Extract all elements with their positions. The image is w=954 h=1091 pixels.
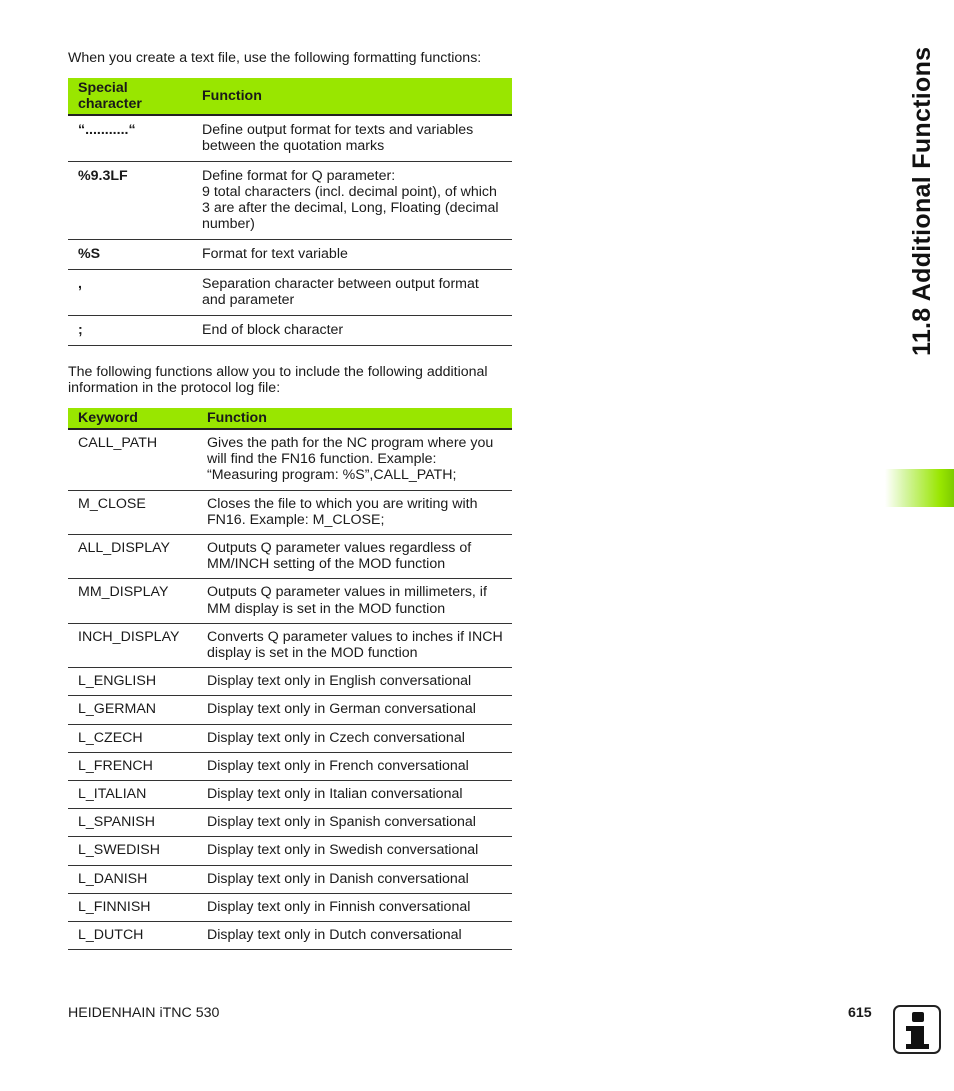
row-key: ; xyxy=(68,316,192,346)
info-icon xyxy=(893,1005,941,1054)
header-keyword: Keyword xyxy=(68,408,197,429)
table-row xyxy=(68,809,512,837)
chapter-tab-marker xyxy=(885,469,954,507)
row-description: Define format for Q parameter: 9 total characters (incl. decimal point), of which 3 are after the decimal, Long, Floating (decimal number) xyxy=(192,162,512,240)
table-row xyxy=(68,429,512,490)
row-key: MM_DISPLAY xyxy=(68,579,197,623)
row-description: End of block character xyxy=(192,316,512,346)
row-description: Display text only in Danish conversational xyxy=(197,865,512,893)
row-description: Separation character between output format and parameter xyxy=(192,270,512,316)
table-row xyxy=(68,270,512,316)
row-description: Gives the path for the NC program where you will find the FN16 function. Example: “Measuring program: %S”,CALL_PATH; xyxy=(197,429,512,490)
row-key: L_ENGLISH xyxy=(68,668,197,696)
table-row xyxy=(68,115,512,162)
row-description: Display text only in English conversational xyxy=(197,668,512,696)
header-function: Function xyxy=(197,408,512,429)
row-description: Display text only in Swedish conversational xyxy=(197,837,512,865)
table-row xyxy=(68,696,512,724)
row-key: %9.3LF xyxy=(68,162,192,240)
table-row xyxy=(68,490,512,534)
row-description: Define output format for texts and variables between the quotation marks xyxy=(192,115,512,162)
row-key: ALL_DISPLAY xyxy=(68,535,197,579)
chapter-side-title: 11.8 Additional Functions xyxy=(908,46,936,356)
row-description: Display text only in Finnish conversational xyxy=(197,893,512,921)
row-description: Display text only in Spanish conversational xyxy=(197,809,512,837)
row-key: L_DANISH xyxy=(68,865,197,893)
row-key: , xyxy=(68,270,192,316)
table-row xyxy=(68,240,512,270)
row-key: “...........“ xyxy=(68,115,192,162)
info-icon-base xyxy=(906,1044,929,1049)
table-row xyxy=(68,316,512,346)
row-description: Outputs Q parameter values regardless of MM/INCH setting of the MOD function xyxy=(197,535,512,579)
header-function: Function xyxy=(192,78,512,115)
row-key: %S xyxy=(68,240,192,270)
row-key: M_CLOSE xyxy=(68,490,197,534)
page-number: 615 xyxy=(848,1005,872,1021)
row-key: L_CZECH xyxy=(68,724,197,752)
table-row xyxy=(68,579,512,623)
row-key: L_FINNISH xyxy=(68,893,197,921)
intro-text-protocol: The following functions allow you to include the following additional information in the protocol log file: xyxy=(68,364,488,396)
intro-text-formatting: When you create a text file, use the following formatting functions: xyxy=(68,50,482,66)
row-key: L_SPANISH xyxy=(68,809,197,837)
row-description: Converts Q parameter values to inches if INCH display is set in the MOD function xyxy=(197,623,512,667)
footer-product-name: HEIDENHAIN iTNC 530 xyxy=(68,1005,220,1021)
row-description: Display text only in Dutch conversational xyxy=(197,922,512,950)
table-header-row xyxy=(68,78,512,115)
info-icon-dot xyxy=(912,1012,924,1022)
table-row xyxy=(68,535,512,579)
row-description: Outputs Q parameter values in millimeters, if MM display is set in the MOD function xyxy=(197,579,512,623)
table-row xyxy=(68,893,512,921)
row-key: INCH_DISPLAY xyxy=(68,623,197,667)
protocol-keywords-table xyxy=(68,408,512,950)
row-description: Format for text variable xyxy=(192,240,512,270)
header-special-character: Special character xyxy=(68,78,192,115)
row-description: Display text only in Czech conversational xyxy=(197,724,512,752)
table-row xyxy=(68,668,512,696)
formatting-functions-table xyxy=(68,78,512,346)
row-description: Display text only in German conversational xyxy=(197,696,512,724)
row-key: CALL_PATH xyxy=(68,429,197,490)
row-key: L_DUTCH xyxy=(68,922,197,950)
row-description: Display text only in French conversational xyxy=(197,752,512,780)
table-header-row xyxy=(68,408,512,429)
table-row xyxy=(68,865,512,893)
row-key: L_FRENCH xyxy=(68,752,197,780)
row-description: Closes the file to which you are writing with FN16. Example: M_CLOSE; xyxy=(197,490,512,534)
table-row xyxy=(68,781,512,809)
table-row xyxy=(68,752,512,780)
row-description: Display text only in Italian conversational xyxy=(197,781,512,809)
table-row xyxy=(68,922,512,950)
row-key: L_GERMAN xyxy=(68,696,197,724)
table-row xyxy=(68,162,512,240)
table-row xyxy=(68,724,512,752)
row-key: L_SWEDISH xyxy=(68,837,197,865)
row-key: L_ITALIAN xyxy=(68,781,197,809)
table-row xyxy=(68,837,512,865)
table-row xyxy=(68,623,512,667)
